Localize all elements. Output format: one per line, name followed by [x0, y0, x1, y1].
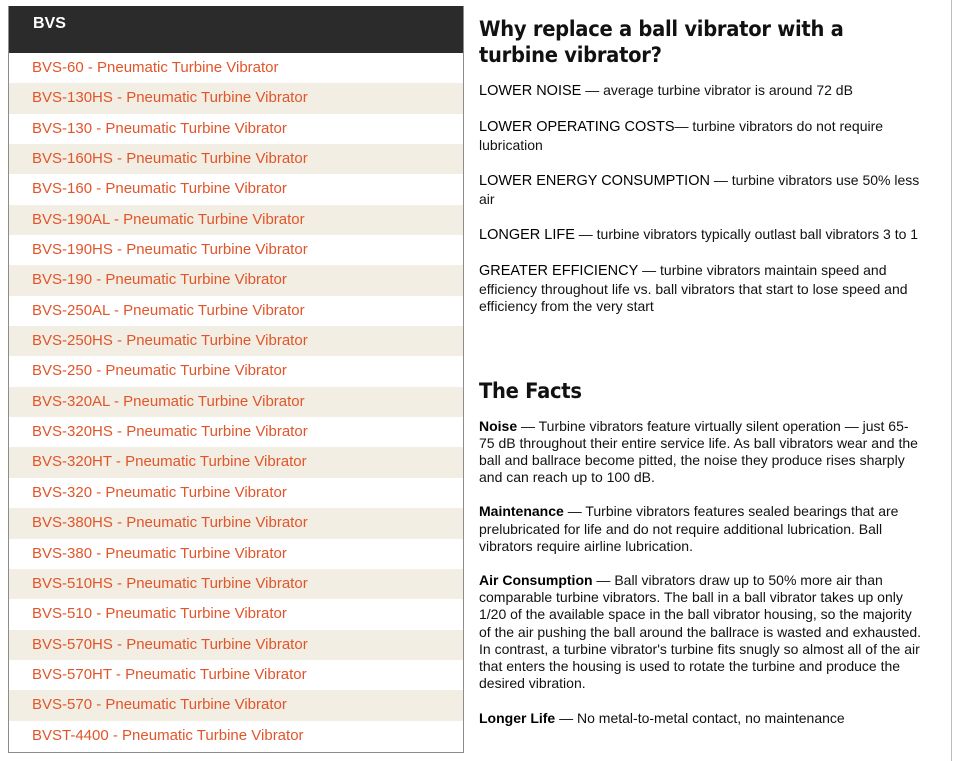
- benefit-text: — turbine vibrators maintain speed and efficiency throughout life vs. ball vibrators that start to lose speed and efficiency from the very start: [479, 262, 908, 315]
- product-link[interactable]: BVS-60 - Pneumatic Turbine Vibrator: [32, 59, 279, 76]
- fact-text: — Turbine vibrators features sealed bearings that are prelubricated for life and do not require additional lubrication. Ball vibrators require airline lubrication.: [479, 503, 899, 554]
- benefit-item: [479, 118, 924, 154]
- fact-lead: Maintenance: [479, 503, 564, 520]
- sidebar-header: BVS: [9, 6, 463, 53]
- product-link[interactable]: BVS-160 - Pneumatic Turbine Vibrator: [32, 180, 287, 198]
- fact-text: — Turbine vibrators feature virtually silent operation — just 65-75 dB throughout their entire service life. As ball vibrators wear and the ball and ballrace become pitted, the noise they produce rises sharply and can reach up to 100 dB.: [479, 417, 918, 486]
- product-link[interactable]: BVS-380 - Pneumatic Turbine Vibrator: [32, 544, 287, 562]
- benefit-lead: GREATER EFFICIENCY: [479, 263, 639, 280]
- product-link[interactable]: BVS-130HS - Pneumatic Turbine Vibrator: [9, 83, 463, 113]
- product-link[interactable]: BVS-510HS - Pneumatic Turbine Vibrator: [9, 569, 463, 599]
- benefit-item: [479, 82, 924, 100]
- benefit-lead: LOWER NOISE: [479, 83, 582, 99]
- benefit-text: — turbine vibrators typically outlast ball vibrators 3 to 1: [574, 226, 919, 243]
- page-right-border: [951, 0, 952, 761]
- product-link[interactable]: BVS-570HT - Pneumatic Turbine Vibrator: [32, 665, 307, 683]
- fact-text: — Ball vibrators draw up to 50% more air than comparable turbine vibrators. The ball in a ball vibrator takes up only 1/20 of the available space in the ball vibrator housing, so the majority of the air pushing the ball around the ballrace is wasted and exhausted. In contrast, a turbine vibrator's turbine fits snugly so almost all of the air that enters the housing is used to rotate the turbine and produce the desired vibration.: [479, 572, 922, 692]
- benefit-text: — turbine vibrators do not require lubrication: [479, 118, 884, 153]
- facts-title: The Facts: [479, 378, 582, 403]
- fact-item: [479, 710, 924, 727]
- product-link[interactable]: BVS-250HS - Pneumatic Turbine Vibrator: [9, 326, 463, 356]
- product-link[interactable]: BVS-510 - Pneumatic Turbine Vibrator: [32, 605, 287, 623]
- product-link[interactable]: BVS-320HT - Pneumatic Turbine Vibrator: [9, 447, 463, 477]
- product-link[interactable]: BVS-320AL - Pneumatic Turbine Vibrator: [9, 387, 463, 417]
- product-link[interactable]: BVS-570 - Pneumatic Turbine Vibrator: [9, 690, 463, 720]
- fact-lead: Longer Life: [479, 709, 556, 726]
- benefit-lead: LOWER OPERATING COSTS: [479, 119, 675, 136]
- page-title: Why replace a ball vibrator with a turbine vibrator?: [479, 17, 844, 67]
- product-sidebar: [8, 6, 464, 753]
- product-link[interactable]: BVS-320 - Pneumatic Turbine Vibrator: [32, 483, 287, 501]
- product-link[interactable]: BVS-190HS - Pneumatic Turbine Vibrator: [32, 241, 308, 259]
- product-link[interactable]: BVS-160HS - Pneumatic Turbine Vibrator: [9, 144, 463, 174]
- product-link[interactable]: BVS-190AL - Pneumatic Turbine Vibrator: [9, 205, 463, 235]
- fact-item: [479, 572, 924, 692]
- product-list: [9, 53, 463, 751]
- product-link[interactable]: BVS-190 - Pneumatic Turbine Vibrator: [9, 265, 463, 295]
- fact-lead: Air Consumption: [479, 572, 593, 589]
- benefit-lead: LONGER LIFE: [479, 227, 575, 244]
- product-link[interactable]: BVST-4400 - Pneumatic Turbine Vibrator: [32, 726, 304, 744]
- product-link[interactable]: BVS-250 - Pneumatic Turbine Vibrator: [32, 362, 287, 380]
- facts-list: [479, 418, 924, 727]
- benefit-item: [479, 226, 924, 244]
- benefit-item: [479, 262, 924, 315]
- main-content: [479, 16, 924, 744]
- product-link[interactable]: BVS-570HS - Pneumatic Turbine Vibrator: [9, 630, 463, 660]
- product-link[interactable]: BVS-380HS - Pneumatic Turbine Vibrator: [9, 508, 463, 538]
- product-link[interactable]: BVS-250AL - Pneumatic Turbine Vibrator: [32, 301, 305, 319]
- benefit-lead: LOWER ENERGY CONSUMPTION: [479, 173, 710, 190]
- benefit-item: [479, 172, 924, 208]
- fact-item: [479, 418, 924, 487]
- benefits-list: [479, 82, 924, 316]
- benefit-text: — average turbine vibrator is around 72 dB: [581, 82, 853, 98]
- fact-text: — No metal-to-metal contact, no maintenance: [555, 709, 845, 726]
- benefit-text: — turbine vibrators use 50% less air: [479, 172, 920, 207]
- fact-item: [479, 503, 924, 555]
- product-link[interactable]: BVS-130 - Pneumatic Turbine Vibrator: [32, 119, 287, 137]
- product-link[interactable]: BVS-320HS - Pneumatic Turbine Vibrator: [32, 423, 308, 441]
- fact-lead: Noise: [479, 417, 518, 434]
